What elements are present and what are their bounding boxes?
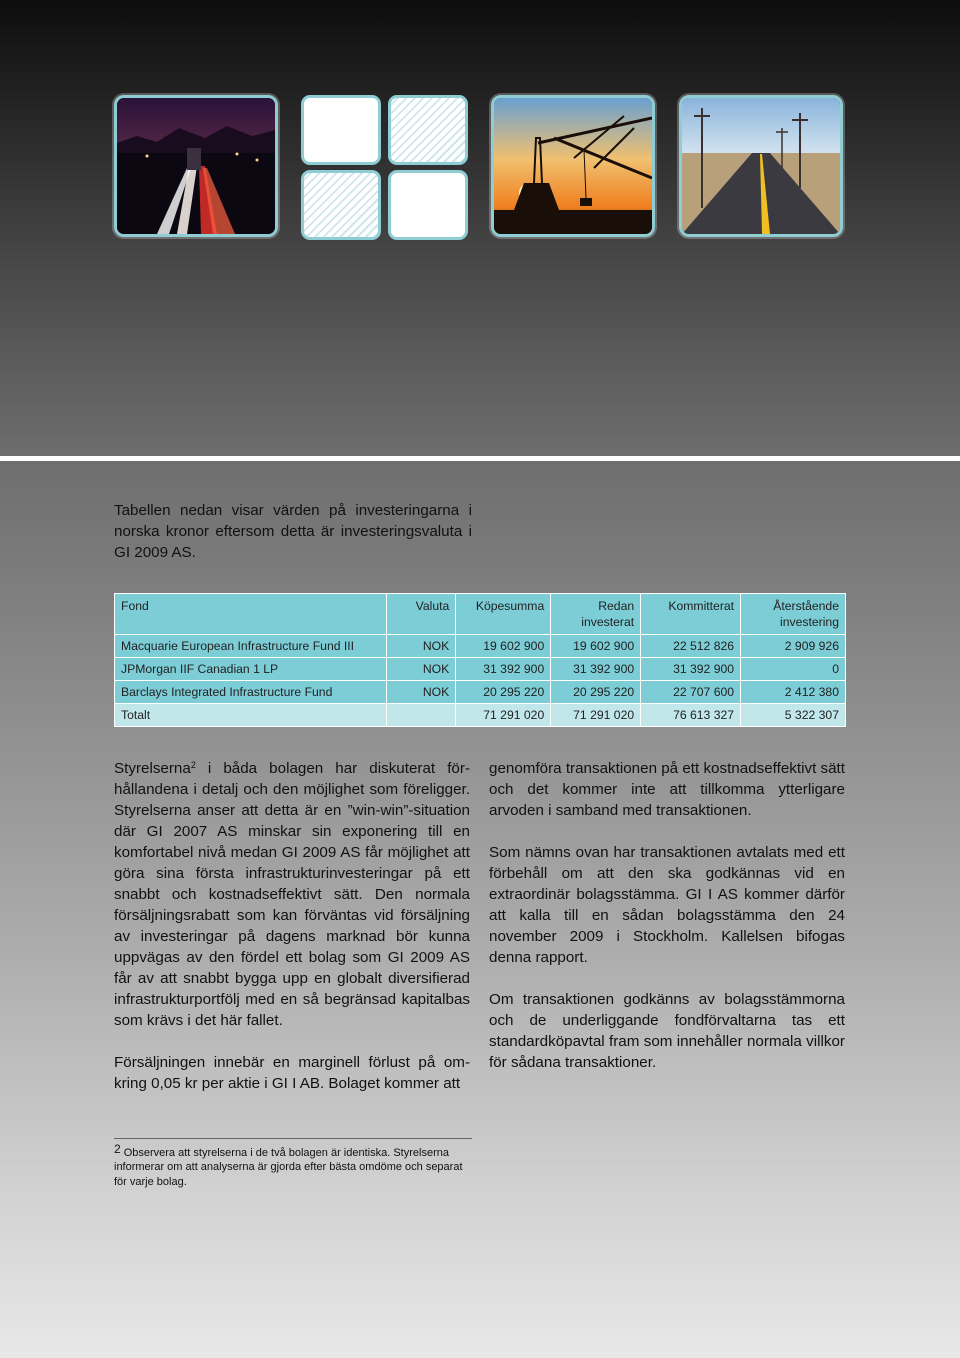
- cell-total-valuta: [387, 704, 456, 727]
- header-kommitterat: Kommitterat: [641, 594, 741, 635]
- right-text-column: [489, 758, 845, 1094]
- left-paragraph-2: Försäljningen innebär en marginell förlust på omkring 0,05 kr per aktie i GI I AB. Bolaget kommer att: [114, 1054, 470, 1092]
- header-redan-line1: Redan: [598, 599, 635, 613]
- header-fond: Fond: [115, 594, 387, 635]
- right-paragraph-2: Som nämns ovan har transaktionen avtalats med ett förbehåll om att den ska godkännas vid en extraordinär bolagsstämma. GI I AS kommer därför att kalla till en sådan bolagsstämma den 24 november 2009 i Stockholm. Kallelsen bifogas denna rapport.: [489, 844, 845, 966]
- footnote-mark: 2: [114, 1142, 121, 1156]
- decor-tile-hatched-2: [301, 170, 381, 240]
- cell-fond: Macquarie European Infrastructure Fund III: [115, 635, 387, 658]
- cell-redan: 19 602 900: [551, 635, 641, 658]
- header-aterstaende-line1: Återstående: [773, 599, 839, 613]
- cell-aterstaende: 2 412 380: [741, 681, 846, 704]
- table-row: [115, 658, 846, 681]
- cell-kopesumma: 20 295 220: [456, 681, 551, 704]
- cell-total-kopesumma: 71 291 020: [456, 704, 551, 727]
- left-text-column: [114, 758, 470, 1115]
- cell-redan: 20 295 220: [551, 681, 641, 704]
- header-redan-investerat: [551, 594, 641, 635]
- photo-desert-road: [679, 95, 843, 237]
- cell-kopesumma: 31 392 900: [456, 658, 551, 681]
- photo-highway-night: [114, 95, 278, 237]
- header-valuta: Valuta: [387, 594, 456, 635]
- left-p1-start: Styrelserna: [114, 760, 191, 777]
- right-paragraph-3: Om transaktionen godkänns av bolagsstämmorna och de underliggande fondförvaltarna tas ett standardköpavtal fram som innehåller normala villkor för sådana transaktioner.: [489, 991, 845, 1071]
- intro-paragraph: Tabellen nedan visar värden på investeringarna i norska kronor eftersom detta är investeringsvaluta i GI 2009 AS.: [114, 502, 472, 561]
- cell-total-label: Totalt: [115, 704, 387, 727]
- header-aterstaende-investering: [741, 594, 846, 635]
- cell-valuta: NOK: [387, 635, 456, 658]
- cell-valuta: NOK: [387, 658, 456, 681]
- cell-fond: JPMorgan IIF Canadian 1 LP: [115, 658, 387, 681]
- table-total-row: [115, 704, 846, 727]
- cell-total-aterstaende: 5 322 307: [741, 704, 846, 727]
- left-p1-rest: i båda bolagen har diskuterat förhållandena i detalj och den möjlighet som föreligger. Styrelserna anser att detta är en ”win-win”-situation där GI 2007 AS minskar sin exponering till en komfortabel nivå medan GI 2009 AS får möjlighet att göra sina första infrastrukturinvesteringar på ett snabbt och kostnadseffektivt sätt. Den normala försäljningsrabatt som kan förväntas vid försäljning av investeringar på dagens marknad bör kunna uppvägas av den fördel ett bolag som GI 2009 AS får av att snabbt bygga upp en globalt diversifierad infrastrukturportfölj med en så begränsad kapitalbas som krävs i det här fallet.: [114, 760, 470, 1029]
- footnote-ref: 2: [190, 760, 196, 770]
- header-kopesumma: Köpesumma: [456, 594, 551, 635]
- header-redan-line2: investerat: [581, 615, 635, 629]
- decor-tile-white-2: [388, 170, 468, 240]
- cell-total-kommitterat: 76 613 327: [641, 704, 741, 727]
- table-row: [115, 681, 846, 704]
- photo-crane-sunset: [491, 95, 655, 237]
- cell-kommitterat: 31 392 900: [641, 658, 741, 681]
- cell-kopesumma: 19 602 900: [456, 635, 551, 658]
- cell-aterstaende: 2 909 926: [741, 635, 846, 658]
- crane-sunset-image: [494, 98, 652, 234]
- cell-redan: 31 392 900: [551, 658, 641, 681]
- desert-road-image: [682, 98, 840, 234]
- cell-kommitterat: 22 707 600: [641, 681, 741, 704]
- header-aterstaende-line2: investering: [780, 615, 839, 629]
- right-paragraph-1: genomföra transaktionen på ett kostnadseffektivt sätt och det kommer inte att tillkomma ytterligare arvoden i samband med transaktionen.: [489, 760, 845, 819]
- table-header-row: [115, 594, 846, 635]
- cell-fond: Barclays Integrated Infrastructure Fund: [115, 681, 387, 704]
- cell-valuta: NOK: [387, 681, 456, 704]
- decor-tile-white-1: [301, 95, 381, 165]
- footnote: [114, 1138, 472, 1189]
- table-row: [115, 635, 846, 658]
- header-banner: [0, 0, 960, 456]
- cell-aterstaende: 0: [741, 658, 846, 681]
- highway-night-image: [117, 98, 275, 234]
- cell-kommitterat: 22 512 826: [641, 635, 741, 658]
- left-paragraph-1: [114, 758, 470, 1031]
- footnote-text: Observera att styrelserna i de två bolagen är identiska. Styrelserna informerar om att analyserna är gjorda efter bästa omdöme och separat för varje bolag.: [114, 1147, 463, 1188]
- investment-table: [114, 593, 846, 727]
- cell-total-redan: 71 291 020: [551, 704, 641, 727]
- decor-tile-hatched-1: [388, 95, 468, 165]
